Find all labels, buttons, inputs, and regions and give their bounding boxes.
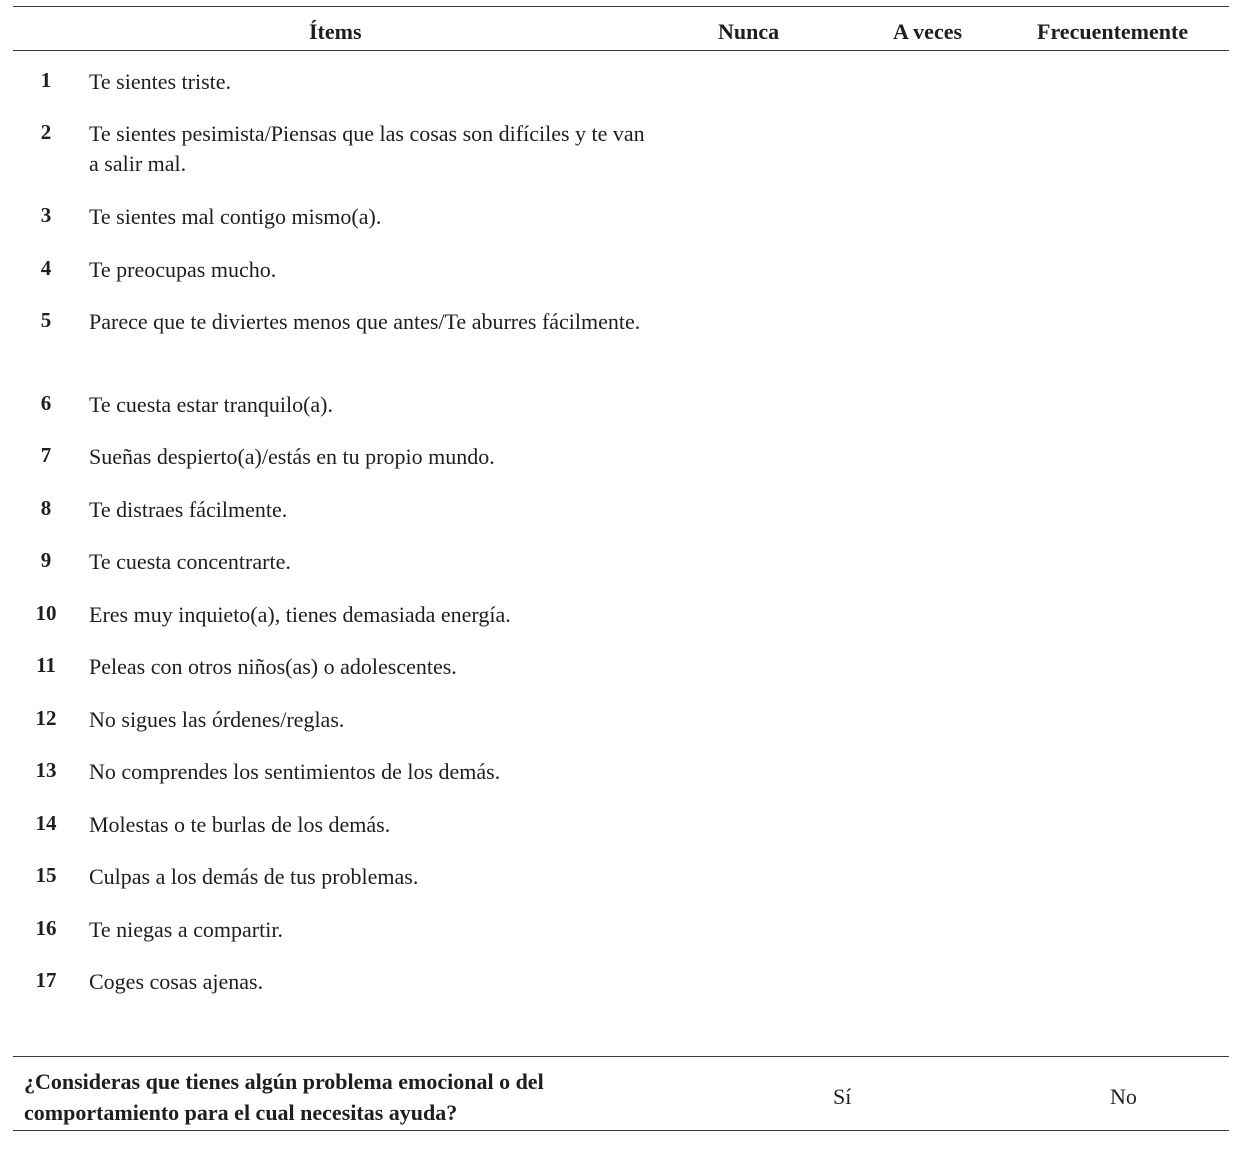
item-number: 11 — [36, 653, 56, 677]
item-text: Parece que te diviertes menos que antes/Te aburres fácilmente. — [89, 309, 641, 334]
option-yes[interactable]: Sí — [833, 1084, 852, 1109]
option-no[interactable]: No — [1110, 1084, 1137, 1109]
item-number: 2 — [40, 120, 52, 144]
item-number: 14 — [35, 811, 57, 835]
item-text: No comprendes los sentimientos de los demás. — [89, 759, 501, 784]
item-text: Sueñas despierto(a)/estás en tu propio mundo. — [89, 444, 495, 469]
item-text: No sigues las órdenes/reglas. — [89, 707, 345, 732]
header-nunca: Nunca — [718, 19, 780, 44]
item-number: 17 — [35, 968, 57, 992]
item-number: 4 — [40, 256, 52, 280]
item-number: 7 — [40, 443, 52, 467]
item-number: 8 — [40, 496, 52, 520]
footer-question: ¿Consideras que tienes algún problema emocional o del comportamiento para el cual necesitas ayuda? — [24, 1069, 544, 1125]
item-number: 6 — [40, 391, 52, 415]
item-number: 15 — [35, 863, 57, 887]
item-number: 1 — [40, 68, 52, 92]
item-text: Te sientes triste. — [89, 69, 232, 94]
item-number: 5 — [40, 308, 52, 332]
item-text: Te niegas a compartir. — [89, 917, 283, 942]
item-text: Te sientes mal contigo mismo(a). — [89, 204, 382, 229]
item-text: Molestas o te burlas de los demás. — [89, 812, 391, 837]
header-items: Ítems — [309, 19, 362, 44]
item-text: Te cuesta estar tranquilo(a). — [89, 392, 334, 417]
item-number: 9 — [40, 548, 52, 572]
item-text: Te cuesta concentrarte. — [89, 549, 291, 574]
item-number: 16 — [35, 916, 57, 940]
header-frecuentemente: Frecuentemente — [1037, 19, 1189, 44]
item-number: 13 — [35, 758, 57, 782]
item-text: Coges cosas ajenas. — [89, 969, 264, 994]
item-text: Eres muy inquieto(a), tienes demasiada energía. — [89, 602, 511, 627]
item-text: Te sientes pesimista/Piensas que las cosas son difíciles y te van a salir mal. — [89, 121, 645, 176]
table-top-rule — [13, 6, 1229, 7]
header-a-veces: A veces — [893, 19, 963, 44]
item-number: 10 — [35, 601, 57, 625]
footer-bottom-rule — [13, 1130, 1229, 1131]
item-text: Te distraes fácilmente. — [89, 497, 288, 522]
item-text: Te preocupas mucho. — [89, 257, 277, 282]
item-text: Culpas a los demás de tus problemas. — [89, 864, 419, 889]
header-bottom-rule — [13, 50, 1229, 51]
item-number: 3 — [40, 203, 52, 227]
item-number: 12 — [35, 706, 57, 730]
footer-top-rule — [13, 1056, 1229, 1057]
item-text: Peleas con otros niños(as) o adolescentes. — [89, 654, 457, 679]
